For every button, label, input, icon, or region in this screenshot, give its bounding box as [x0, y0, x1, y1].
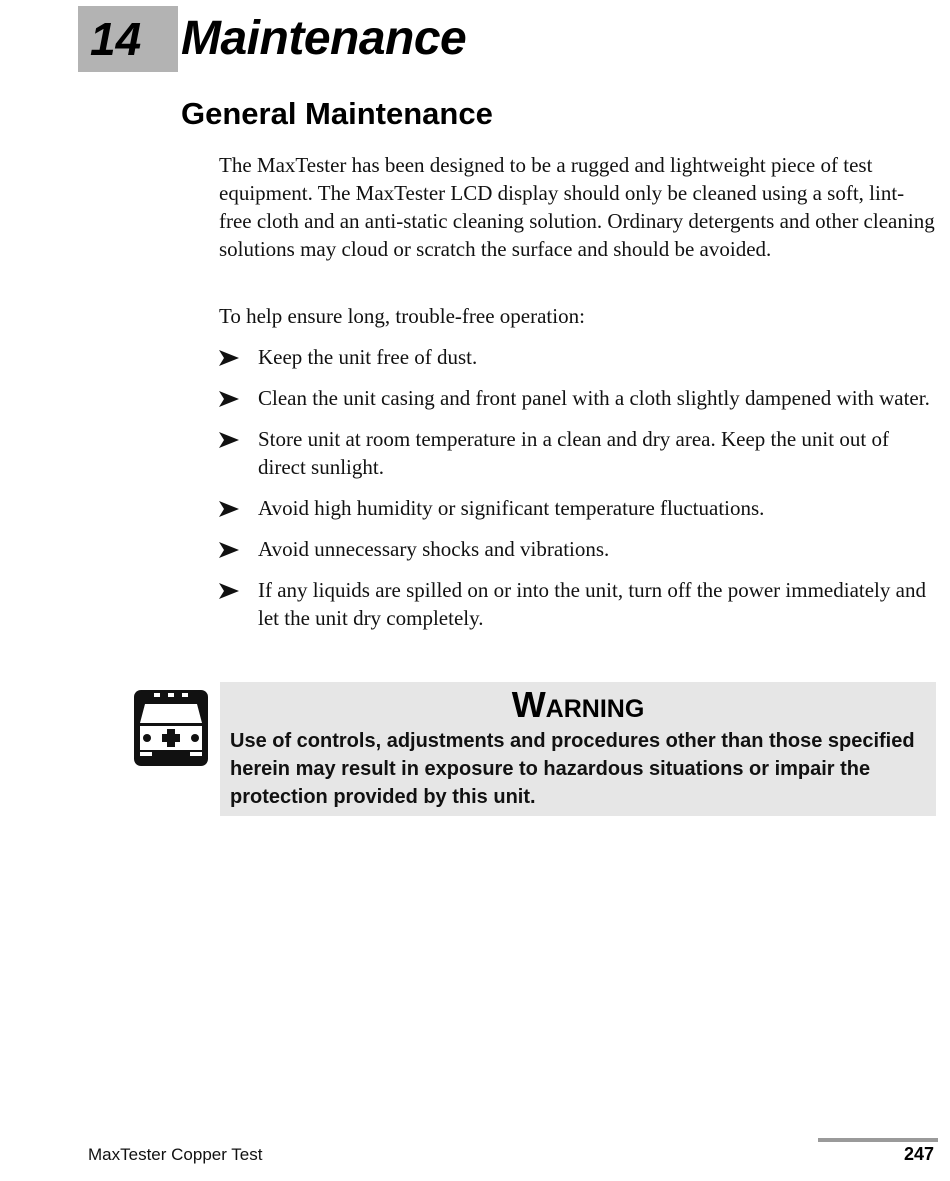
lead-paragraph: To help ensure long, trouble-free operation: [219, 304, 585, 328]
list-item [219, 576, 935, 632]
ambulance-warning-icon [132, 688, 210, 768]
list-item-text: Keep the unit free of dust. [258, 345, 478, 369]
arrowhead-bullet-icon [219, 391, 239, 407]
warning-box [220, 682, 936, 816]
list-item [219, 494, 935, 522]
arrowhead-bullet-icon [219, 583, 239, 599]
arrowhead-bullet-icon [219, 501, 239, 517]
warning-text: Use of controls, adjustments and procedures other than those specified herein may result in exposure to hazardous situations or impair the protection provided by this unit. [230, 730, 915, 808]
list-item [219, 425, 935, 481]
list-item-text: If any liquids are spilled on or into the unit, turn off the power immediately and let the unit dry completely. [258, 578, 926, 630]
footer-document-title: MaxTester Copper Test [88, 1145, 263, 1164]
intro-paragraph: The MaxTester has been designed to be a rugged and lightweight piece of test equipment. The MaxTester LCD display should only be cleaned using a soft, lint-free cloth and an anti-static cleaning solution. Ordinary detergents and other cleaning solutions may cloud or scratch the surface and should be avoided. [219, 153, 935, 261]
chapter-title: Maintenance [181, 12, 467, 65]
list-item-text: Store unit at room temperature in a clean and dry area. Keep the unit out of direct sunlight. [258, 427, 889, 479]
chapter-number: 14 [90, 13, 142, 65]
warning-title: Warning [511, 684, 645, 725]
arrowhead-bullet-icon [219, 542, 239, 558]
section-title: General Maintenance [181, 96, 493, 131]
list-item-text: Clean the unit casing and front panel with a cloth slightly dampened with water. [258, 386, 930, 410]
list-item [219, 535, 935, 563]
page-number: 247 [903, 1144, 934, 1164]
arrowhead-bullet-icon [219, 350, 239, 366]
list-item-text: Avoid high humidity or significant temperature fluctuations. [258, 496, 765, 520]
maintenance-bullet-list [219, 343, 935, 645]
arrowhead-bullet-icon [219, 432, 239, 448]
footer-rule [818, 1138, 938, 1142]
list-item-text: Avoid unnecessary shocks and vibrations. [258, 537, 610, 561]
list-item [219, 384, 935, 412]
list-item [219, 343, 935, 371]
